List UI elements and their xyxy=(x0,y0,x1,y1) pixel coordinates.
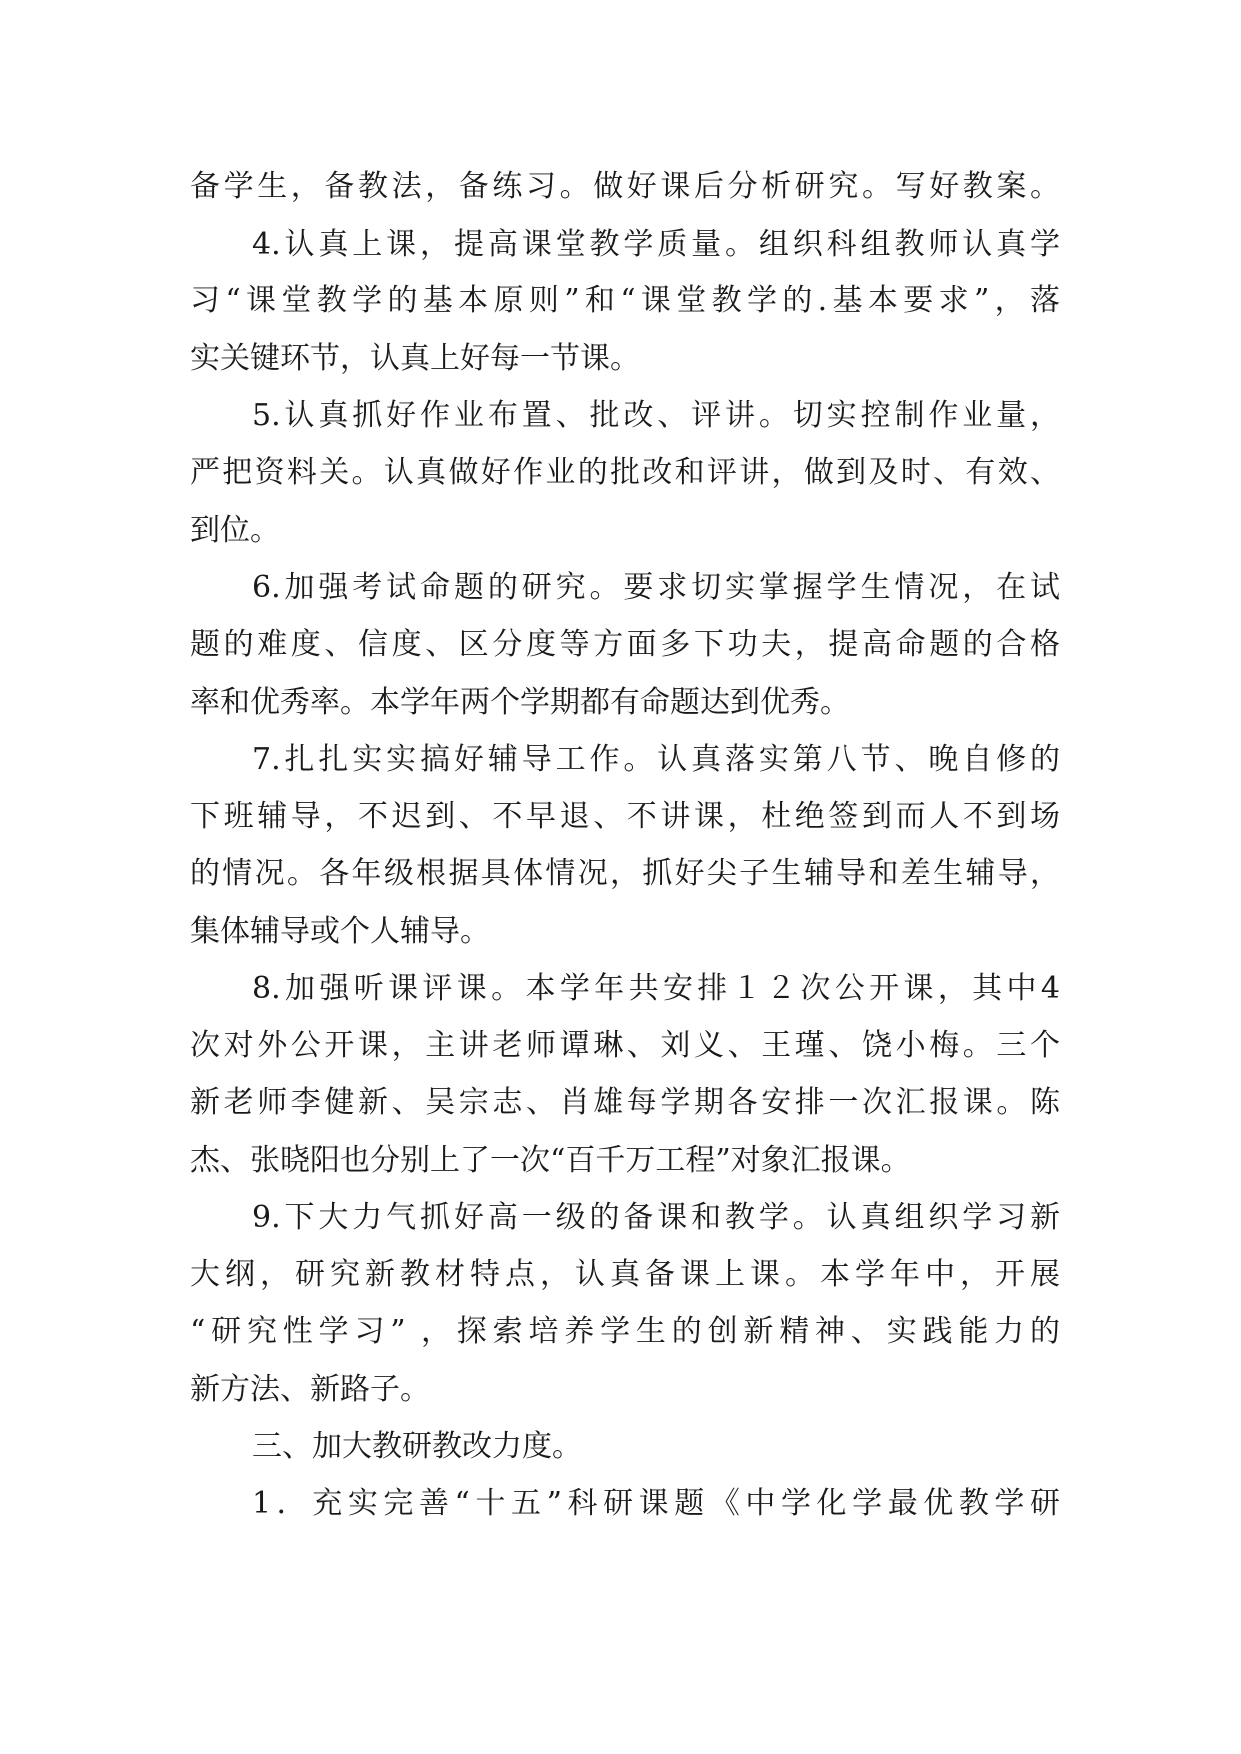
text-line: 率和优秀率。本学年两个学期都有命题达到优秀。 xyxy=(190,685,850,720)
paragraph-4-heading: 4.认真上课，提高课堂教学质量。组织科组教师认真学 xyxy=(252,227,1060,262)
text-line: 到位。 xyxy=(190,513,280,548)
paragraph-5-heading: 5.认真抓好作业布置、批改、评讲。切实控制作业量， xyxy=(252,398,1060,433)
text-line: 大纲，研究新教材特点，认真备课上课。本学年中，开展 xyxy=(190,1257,1060,1292)
section-heading: 三、加大教研教改力度。 xyxy=(252,1429,582,1464)
paragraph-8-heading: 8.加强听课评课。本学年共安排１２次公开课，其中4 xyxy=(252,971,1060,1006)
paragraph-9-heading: 9.下大力气抓好高一级的备课和教学。认真组织学习新 xyxy=(252,1200,1060,1235)
text-line: 备学生，备教法，备练习。做好课后分析研究。写好教案。 xyxy=(190,169,1060,204)
paragraph-6-heading: 6.加强考试命题的研究。要求切实掌握学生情况，在试 xyxy=(252,570,1060,605)
paragraph-7-heading: 7.扎扎实实搞好辅导工作。认真落实第八节、晚自修的 xyxy=(252,742,1060,777)
paragraph-1-heading: 1．充实完善“十五”科研课题《中学化学最优教学研 xyxy=(252,1486,1060,1521)
text-line: 实关键环节，认真上好每一节课。 xyxy=(190,341,640,376)
text-line: 题的难度、信度、区分度等方面多下功夫，提高命题的合格 xyxy=(190,627,1060,662)
text-line: 新方法、新路子。 xyxy=(190,1372,430,1407)
text-line: 下班辅导，不迟到、不早退、不讲课，杜绝签到而人不到场 xyxy=(190,799,1060,834)
text-line: 次对外公开课，主讲老师谭琳、刘义、王瑾、饶小梅。三个 xyxy=(190,1028,1060,1063)
text-line: 习“课堂教学的基本原则”和“课堂教学的.基本要求”，落 xyxy=(190,283,1060,318)
text-line: 杰、张晓阳也分别上了一次“百千万工程”对象汇报课。 xyxy=(190,1143,911,1178)
text-line: 严把资料关。认真做好作业的批改和评讲，做到及时、有效、 xyxy=(190,455,1060,490)
text-line: “研究性学习” ，探索培养学生的创新精神、实践能力的 xyxy=(190,1314,1060,1349)
text-line: 新老师李健新、吴宗志、肖雄每学期各安排一次汇报课。陈 xyxy=(190,1085,1060,1120)
text-line: 集体辅导或个人辅导。 xyxy=(190,914,490,949)
text-line: 的情况。各年级根据具体情况，抓好尖子生辅导和差生辅导， xyxy=(190,856,1060,891)
